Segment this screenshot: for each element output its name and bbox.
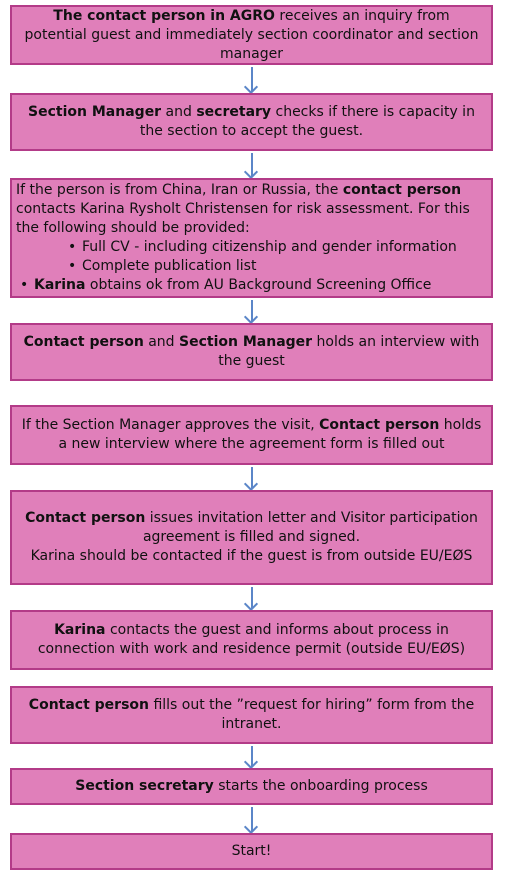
- step-1-box: [10, 5, 493, 65]
- step-6-box: [10, 490, 493, 585]
- step-4-body: holds an interview with the guest: [218, 334, 480, 369]
- step-2-bold: Section Manager: [28, 104, 162, 120]
- step-7-body: contacts the guest and informs about process in connection with work and residence permit (outside EU/EØS): [37, 622, 466, 657]
- step-5-body: holds a new interview where the agreement form is filled out: [58, 417, 482, 452]
- step-8-bold: Contact person: [28, 697, 149, 713]
- arrow-2: [251, 153, 253, 176]
- step-6-text: [20, 509, 483, 547]
- step-3-item-screening: [16, 276, 483, 295]
- step-4-text: [20, 333, 483, 371]
- step-3-last-body: obtains ok from AU Background Screening Office: [85, 277, 432, 293]
- arrow-5: [251, 467, 253, 488]
- step-4-mid: and: [143, 334, 180, 350]
- step-7-text: [20, 621, 483, 659]
- step-9-text: [75, 777, 428, 796]
- arrow-8: [251, 746, 253, 766]
- step-5-text: [20, 416, 483, 454]
- step-3-item-publications: • Complete publication list: [64, 257, 483, 276]
- step-3-text: [16, 181, 483, 238]
- step-8-text: [20, 696, 483, 734]
- step-2-text: [20, 103, 483, 141]
- step-9-body: starts the onboarding process: [213, 778, 428, 794]
- step-6-body: issues invitation letter and Visitor participation agreement is filled and signed.: [142, 510, 478, 545]
- step-4-bold: Contact person: [23, 334, 144, 350]
- step-1-body: receives an inquiry from potential guest and immediately section coordinator and section manager: [24, 7, 479, 62]
- step-7-bold: Karina: [54, 622, 106, 638]
- step-3-last-bold: Karina: [34, 277, 86, 293]
- step-9-bold: Section secretary: [75, 778, 214, 794]
- step-2-box: [10, 93, 493, 151]
- arrow-9: [251, 807, 253, 831]
- arrow-6: [251, 587, 253, 608]
- arrow-1: [251, 67, 253, 91]
- step-3-last-list: [16, 276, 483, 295]
- step-4-bold2: Section Manager: [179, 334, 313, 350]
- step-7-box: [10, 610, 493, 670]
- step-5-bold: Contact person: [319, 417, 440, 433]
- arrow-3: [251, 300, 253, 321]
- step-3-requirements-list: [16, 238, 483, 276]
- step-10-text: Start!: [231, 843, 272, 859]
- step-2-mid: and: [161, 104, 197, 120]
- step-5-pre: If the Section Manager approves the visit,: [21, 417, 320, 433]
- step-9-box: [10, 768, 493, 805]
- step-2-bold2: secretary: [196, 104, 272, 120]
- step-8-body: fills out the ”request for hiring” form from the intranet.: [149, 697, 475, 732]
- step-10-box: [10, 833, 493, 870]
- step-5-box: [10, 405, 493, 465]
- step-3-bold: contact person: [342, 182, 462, 198]
- step-1-bold: The contact person in AGRO: [53, 7, 275, 24]
- step-1-text: [20, 7, 483, 64]
- step-2-body: checks if there is capacity in the section to accept the guest.: [139, 104, 475, 139]
- step-4-box: [10, 323, 493, 381]
- step-3-item-cv: • Full CV - including citizenship and gender information: [64, 238, 483, 257]
- step-8-box: [10, 686, 493, 744]
- step-6-bold: Contact person: [25, 510, 146, 526]
- step-6-line2: Karina should be contacted if the guest is from outside EU/EØS: [30, 548, 473, 564]
- step-3-body: contacts Karina Rysholt Christensen for risk assessment. For this the following should be provided:: [16, 201, 470, 236]
- step-3-pre: If the person is from China, Iran or Russia, the: [16, 182, 343, 198]
- step-3-box: [10, 178, 493, 298]
